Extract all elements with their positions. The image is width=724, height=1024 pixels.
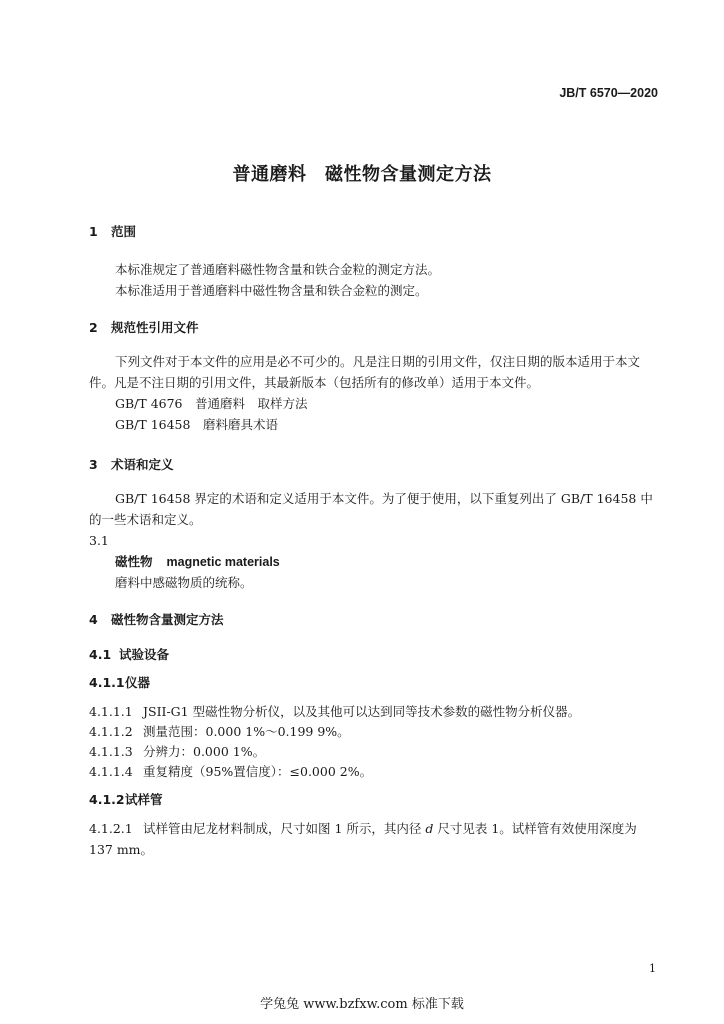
clause-text-part-1: 试样管由尼龙材料制成，尺寸如图 1 所示，其内径 (143, 821, 426, 836)
section-2-heading (89, 318, 199, 336)
item-number: 4.1.1.1 (89, 704, 133, 719)
list-item (89, 701, 580, 722)
section-number: 3 (89, 457, 98, 472)
section-number: 2 (89, 320, 98, 335)
item-text: JSII-G1 型磁性物分析仪，以及其他可以达到同等技术参数的磁性物分析仪器。 (143, 704, 581, 719)
section-number: 4 (89, 612, 98, 627)
item-number: 4.1.2.1 (89, 821, 133, 836)
term-3-1-definition: 磨料中感磁物质的统称。 (115, 575, 253, 590)
document-title: 普通磨料 磁性物含量测定方法 (232, 164, 492, 185)
variable-d: d (425, 821, 434, 836)
section-title: 术语和定义 (111, 457, 174, 472)
section-4-heading (89, 610, 224, 628)
subsection-4-1-2-heading (89, 790, 163, 808)
subsection-number: 4.1.2 (89, 792, 125, 807)
subsection-4-1-heading (89, 645, 169, 663)
item-number: 4.1.1.4 (89, 764, 133, 779)
item-text: 测量范围：0.000 1%～0.199 9%。 (143, 724, 350, 739)
normative-reference-2: GB/T 16458 磨料磨具术语 (115, 417, 278, 432)
item-text: 分辨力：0.000 1%。 (143, 744, 266, 759)
item-number: 4.1.1.3 (89, 744, 133, 759)
subsection-title: 仪器 (125, 675, 151, 690)
item-text: 重复精度（95%置信度）：≤0.000 2%。 (143, 764, 373, 779)
section-3-heading (89, 455, 174, 473)
term-chinese: 磁性物 (115, 554, 153, 569)
section-1-heading (89, 222, 136, 240)
section-3-paragraph: GB/T 16458 界定的术语和定义适用于本文件。为了便于使用，以下重复列出了 GB/T 16458 中的一些术语和定义。 (89, 491, 653, 527)
page-number: 1 (649, 962, 656, 975)
subsection-number: 4.1.1 (89, 675, 125, 690)
clause-4-1-2-1 (89, 818, 659, 860)
subsection-4-1-1-heading (89, 673, 150, 691)
normative-reference-1: GB/T 4676 普通磨料 取样方法 (115, 396, 308, 411)
clause-text-part-2: 尺寸见表 1。试样管有效使用深度为 137 mm。 (89, 821, 637, 857)
item-number: 4.1.1.2 (89, 724, 133, 739)
section-title: 范围 (111, 224, 137, 239)
section-2-paragraph: 下列文件对于本文件的应用是必不可少的。凡是注日期的引用文件，仅注日期的版本适用于本文件。凡是不注日期的引用文件，其最新版本（包括所有的修改单）适用于本文件。 (89, 354, 641, 390)
subsection-number: 4.1 (89, 647, 112, 662)
section-1-paragraph-1: 本标准规定了普通磨料磁性物含量和铁合金粒的测定方法。 (115, 262, 441, 277)
term-english: magnetic materials (166, 555, 280, 569)
list-item (89, 741, 265, 762)
section-1-paragraph-2: 本标准适用于普通磨料中磁性物含量和铁合金粒的测定。 (115, 283, 428, 298)
list-item (89, 761, 372, 782)
watermark-footer: 学兔兔 www.bzfxw.com 标准下载 (260, 997, 464, 1012)
subsection-title: 试样管 (125, 792, 163, 807)
section-title: 规范性引用文件 (111, 320, 199, 335)
section-title: 磁性物含量测定方法 (111, 612, 224, 627)
section-number: 1 (89, 224, 98, 239)
standard-code: JB/T 6570—2020 (559, 86, 658, 100)
subsection-title: 试验设备 (119, 647, 170, 662)
term-3-1-number: 3.1 (89, 533, 109, 548)
list-item (89, 721, 350, 742)
term-3-1-heading (115, 551, 280, 573)
